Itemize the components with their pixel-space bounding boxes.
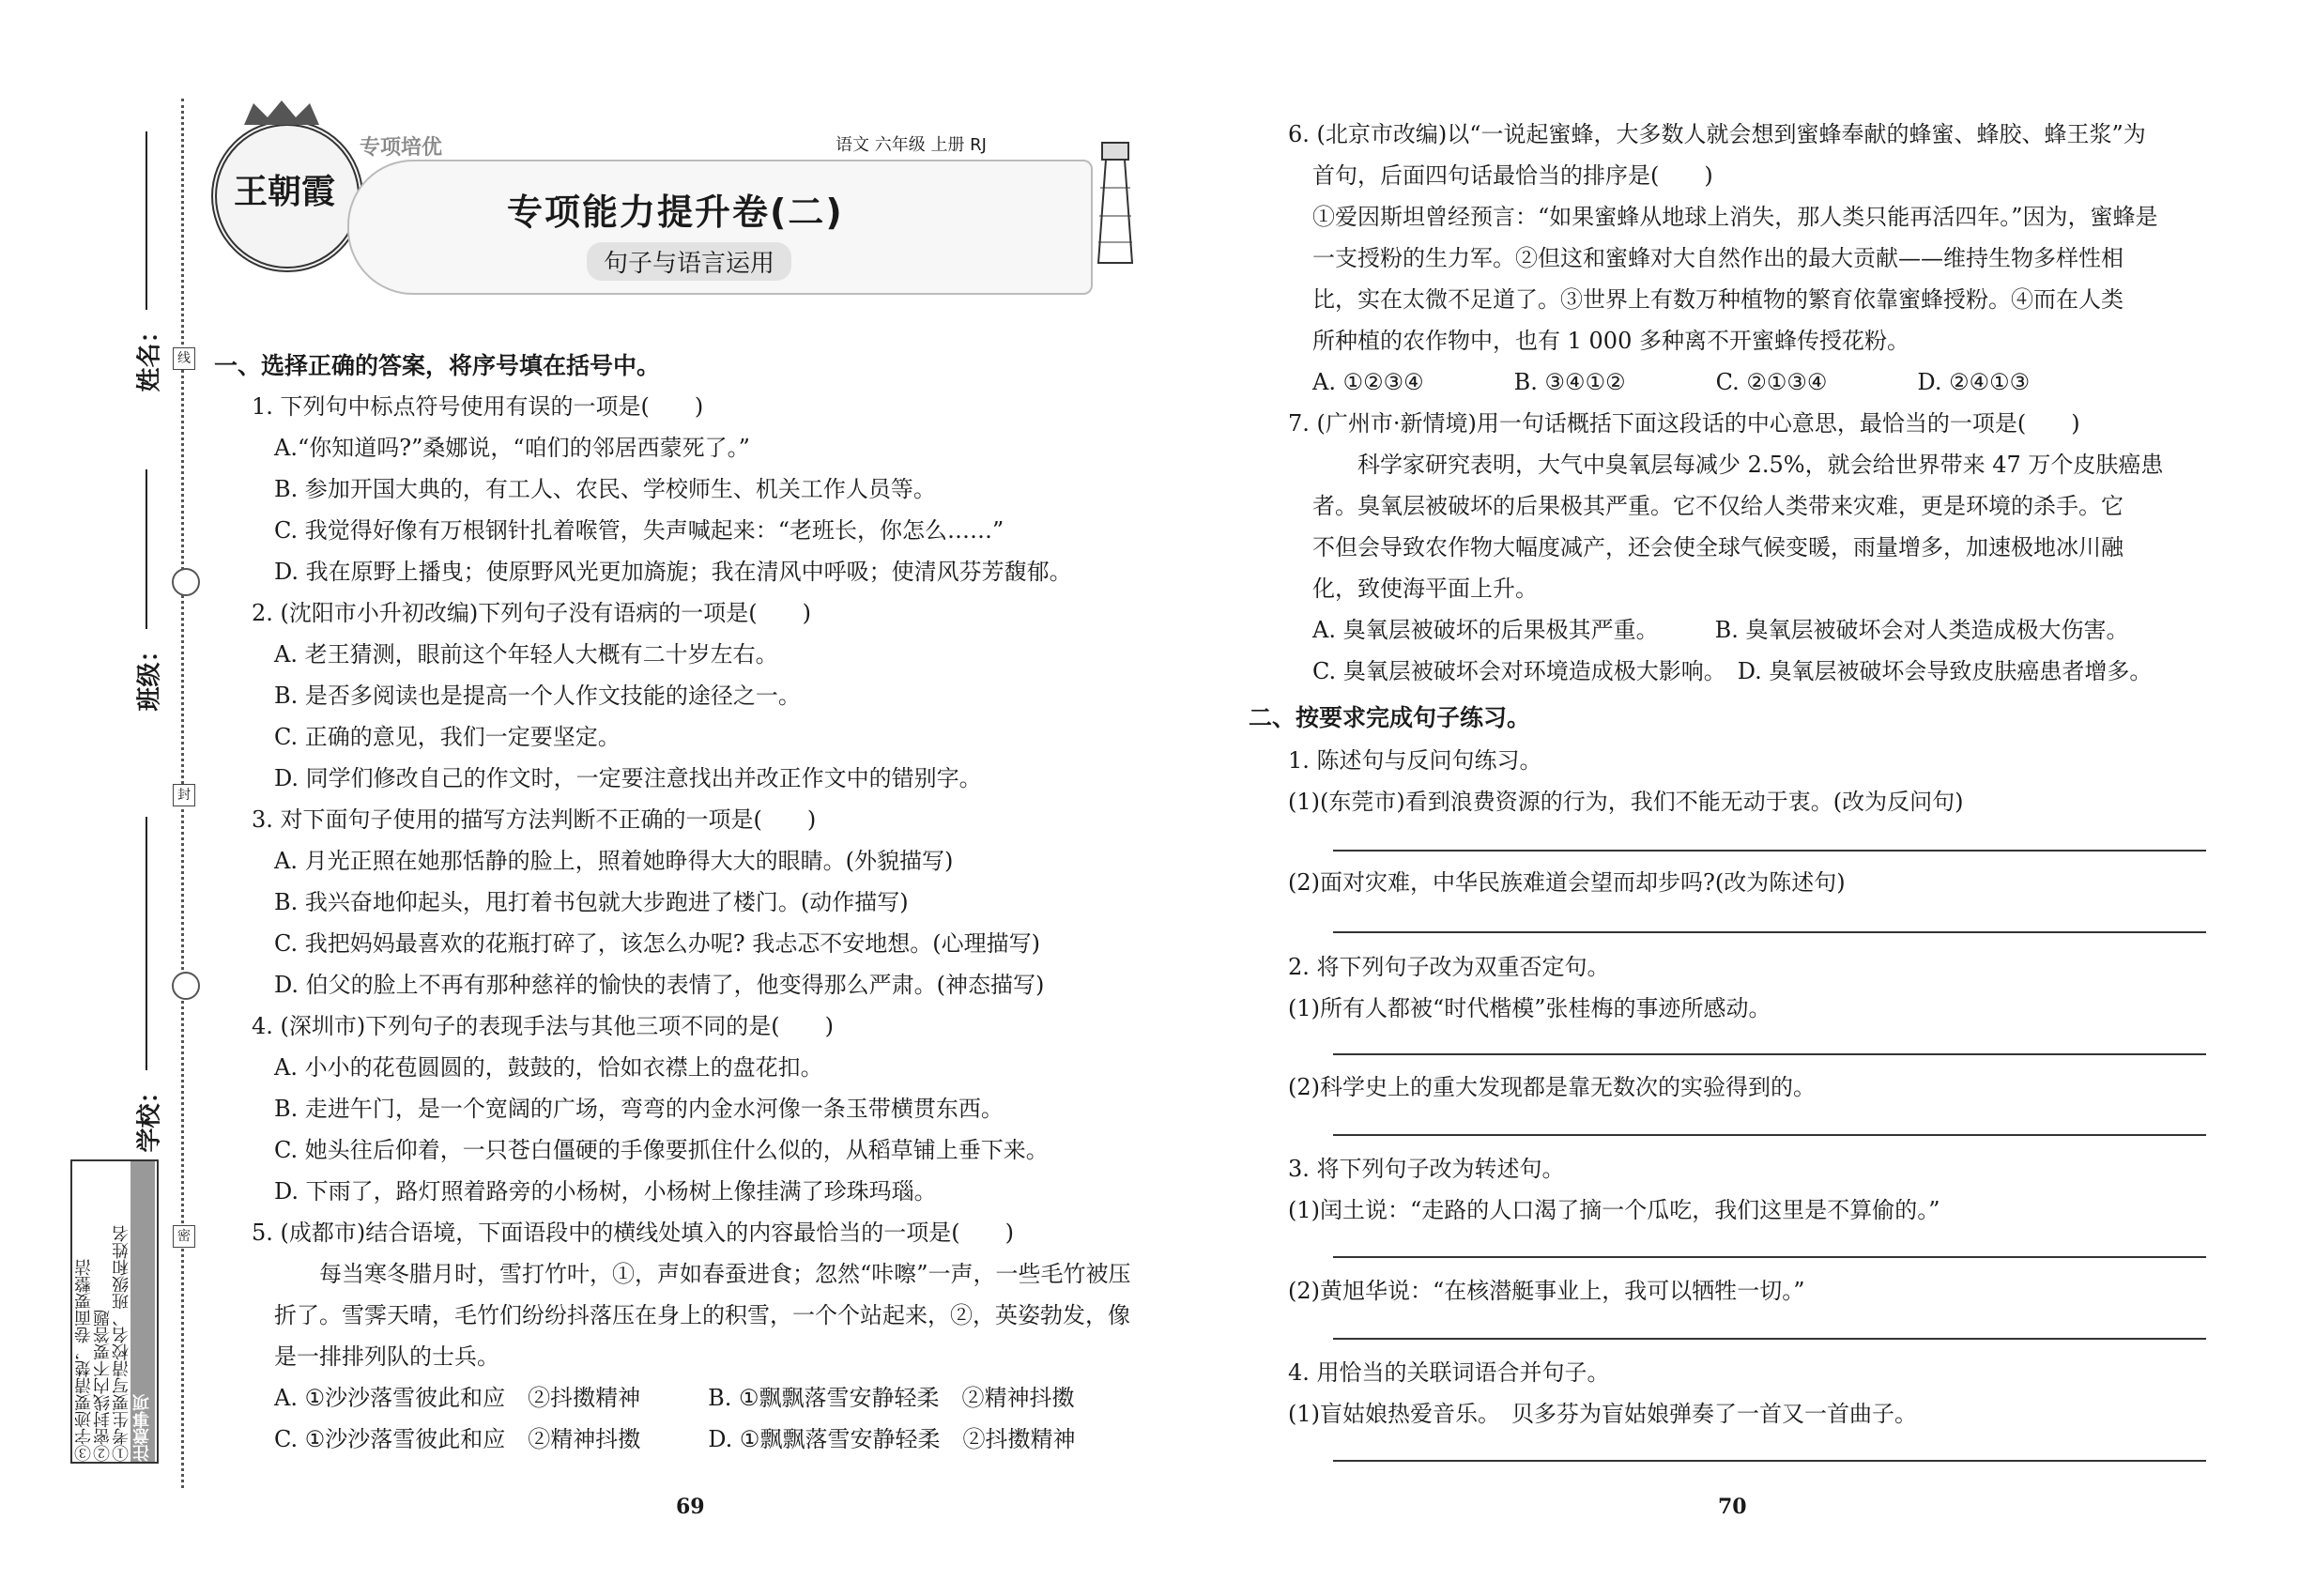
page-title: 专项能力提升卷(二) — [507, 192, 844, 233]
binding-hole-icon — [172, 972, 200, 1000]
question-stem: 1. 陈述句与反问句练习。 — [1288, 747, 1542, 774]
question-stem: 6. (北京市改编)以“一说起蜜蜂，大多数人就会想到蜜蜂奉献的蜂蜜、蜂胶、蜂王浆”为 — [1288, 121, 2146, 147]
question-stem: 4. (深圳市)下列句子的表现手法与其他三项不同的是( ) — [252, 1013, 834, 1039]
question-stem: 1. 下列句中标点符号使用有误的一项是( ) — [252, 393, 704, 420]
option-line: C. ①沙沙落雪彼此和应 ②精神抖擞 D. ①飘飘落雪安静轻柔 ②抖擞精神 — [274, 1426, 1076, 1452]
page-number-left: 69 — [676, 1495, 705, 1519]
answer-line[interactable] — [1333, 931, 2206, 933]
option-line: C. 我把妈妈最喜欢的花瓶打碎了，该怎么办呢? 我忐忑不安地想。(心理描写) — [274, 930, 1040, 957]
option-line: A. 小小的花苞圆圆的，鼓鼓的，恰如衣襟上的盘花扣。 — [274, 1054, 823, 1081]
passage-line: 折了。雪霁天晴，毛竹们纷纷抖落压在身上的积雪，一个个站起来，②，英姿勃发，像 — [274, 1302, 1130, 1328]
option-line: C. 她头往后仰着，一只苍白僵硬的手像要抓住什么似的，从稻草铺上垂下来。 — [274, 1137, 1049, 1163]
option-line: A. 老王猜测，眼前这个年轻人大概有二十岁左右。 — [274, 641, 778, 668]
brand-logo — [211, 120, 363, 272]
sub-question: (1)闰土说：“走路的人口渴了摘一个瓜吃，我们这里是不算偷的。” — [1288, 1197, 1940, 1223]
option-line: D. 同学们修改自己的作文时，一定要注意找出并改正作文中的错别字。 — [274, 765, 982, 791]
class-label: 班级： — [135, 637, 164, 712]
option-line: B. 参加开国大典的，有工人、农民、学校师生、机关工作人员等。 — [274, 476, 936, 502]
option-line: D. 我在原野上播曳；使原野风光更加旖旎；我在清风中呼吸；使清风芬芳馥郁。 — [274, 559, 1072, 585]
binding-hole-icon — [172, 568, 200, 596]
question-stem: 2. (沈阳市小升初改编)下列句子没有语病的一项是( ) — [252, 600, 811, 626]
crown-icon — [239, 99, 324, 127]
option-line: A. ①沙沙落雪彼此和应 ②抖擞精神 B. ①飘飘落雪安静轻柔 ②精神抖擞 — [274, 1385, 1075, 1411]
notes-box — [70, 1159, 159, 1464]
sub-question: (1)(东莞市)看到浪费资源的行为，我们不能无动于衷。(改为反问句) — [1288, 789, 1964, 815]
option-line: D. 下雨了，路灯照着路旁的小杨树，小杨树上像挂满了珍珠玛瑙。 — [274, 1178, 937, 1205]
passage-line: 不但会导致农作物大幅度减产，还会使全球气候变暖，雨量增多，加速极地冰川融 — [1312, 534, 2124, 560]
passage-line: 科学家研究表明，大气中臭氧层每减少 2.5%，就会给世界带来 47 万个皮肤癌患 — [1312, 452, 2164, 478]
school-label: 学校： — [135, 1079, 164, 1153]
note-item: ③字迹要清楚，卷面要整洁 — [74, 1259, 94, 1462]
sub-question: (1)所有人都被“时代楷模”张桂梅的事迹所感动。 — [1288, 995, 1771, 1021]
answer-line[interactable] — [1333, 1338, 2206, 1340]
option-line: A. ①②③④ B. ③④①② C. ②①③④ D. ②④①③ — [1312, 369, 2031, 395]
note-item: ②密封线内不要答题 — [93, 1310, 113, 1462]
question-stem: 3. 对下面句子使用的描写方法判断不正确的一项是( ) — [252, 806, 817, 833]
seal-char-mi: 密 — [173, 1225, 195, 1248]
option-line: B. 我兴奋地仰起头，甩打着书包就大步跑进了楼门。(动作描写) — [274, 889, 909, 915]
page-number-right: 70 — [1718, 1495, 1747, 1519]
class-field[interactable] — [146, 469, 147, 629]
seal-char-feng: 封 — [173, 784, 195, 806]
question-stem: 首句，后面四句话最恰当的排序是( ) — [1312, 162, 1713, 189]
name-label: 姓名： — [135, 318, 164, 392]
answer-line[interactable] — [1333, 1460, 2206, 1462]
option-line: A. 臭氧层被破坏的后果极其严重。 B. 臭氧层被破坏会对人类造成极大伤害。 — [1312, 617, 2129, 643]
book-meta: 语文 六年级 上册 RJ — [836, 135, 987, 155]
question-stem: 7. (广州市·新情境)用一句话概括下面这段话的中心意思，最恰当的一项是( ) — [1288, 410, 2080, 437]
question-stem: 4. 用恰当的关联词语合并句子。 — [1288, 1359, 1610, 1386]
answer-line[interactable] — [1333, 850, 2206, 852]
option-line: C. 臭氧层被破坏会对环境造成极大影响。 D. 臭氧层被破坏会导致皮肤癌患者增多。 — [1312, 658, 2153, 684]
sub-question: (2)黄旭华说：“在核潜艇事业上，我可以牺牲一切。” — [1288, 1278, 1805, 1304]
notes-title: 注意事项 — [130, 1161, 155, 1462]
series-tag: 专项培优 — [360, 136, 443, 160]
section-heading: 一、选择正确的答案，将序号填在括号中。 — [214, 352, 661, 379]
passage-line: 所种植的农作物中，也有 1 000 多种离不开蜜蜂传授花粉。 — [1312, 328, 1909, 354]
option-line: B. 是否多阅读也是提高一个人作文技能的途径之一。 — [274, 683, 801, 709]
sub-question: (2)科学史上的重大发现都是靠无数次的实验得到的。 — [1288, 1074, 1816, 1100]
answer-line[interactable] — [1333, 1256, 2206, 1258]
option-line: C. 正确的意见，我们一定要坚定。 — [274, 724, 621, 750]
page-subtitle: 句子与语言运用 — [587, 242, 791, 281]
option-line: D. 伯父的脸上不再有那种慈祥的愉快的表情了，他变得那么严肃。(神态描写) — [274, 972, 1045, 998]
seal-char-xian: 线 — [173, 347, 195, 370]
option-line: A. 月光正照在她那恬静的脸上，照着她睁得大大的眼睛。(外貌描写) — [274, 848, 954, 874]
passage-line: 每当寒冬腊月时，雪打竹叶，①，声如春蚕进食；忽然“咔嚓”一声，一些毛竹被压 — [274, 1261, 1131, 1287]
answer-line[interactable] — [1333, 1053, 2206, 1055]
sub-question: (2)面对灾难，中华民族难道会望而却步吗?(改为陈述句) — [1288, 869, 1846, 896]
passage-line: ①爱因斯坦曾经预言：“如果蜜蜂从地球上消失，那人类只能再活四年。”因为，蜜蜂是 — [1312, 204, 2158, 230]
passage-line: 者。臭氧层被破坏的后果极其严重。它不仅给人类带来灾难，更是环境的杀手。它 — [1312, 493, 2124, 519]
question-stem: 2. 将下列句子改为双重否定句。 — [1288, 954, 1610, 980]
option-line: A.“你知道吗?”桑娜说，“咱们的邻居西蒙死了。” — [274, 435, 750, 461]
name-field[interactable] — [146, 131, 147, 310]
passage-line: 一支授粉的生力军。②但这和蜜蜂对大自然作出的最大贡献——维持生物多样性相 — [1312, 245, 2124, 271]
section-heading: 二、按要求完成句子练习。 — [1249, 704, 1531, 731]
sub-question: (1)盲姑娘热爱音乐。 贝多芬为盲姑娘弹奏了一首又一首曲子。 — [1288, 1401, 1917, 1427]
question-stem: 5. (成都市)结合语境，下面语段中的横线处填入的内容最恰当的一项是( ) — [252, 1220, 1014, 1246]
brand-name: 王朝霞 — [234, 172, 336, 211]
option-line: C. 我觉得好像有万根钢针扎着喉管，失声喊起来：“老班长，你怎么……” — [274, 517, 1004, 544]
option-line: B. 走进午门，是一个宽阔的广场，弯弯的内金水河像一条玉带横贯东西。 — [274, 1096, 1004, 1122]
answer-line[interactable] — [1333, 1134, 2206, 1136]
passage-line: 比，实在太微不足道了。③世界上有数万种植物的繁育依靠蜜蜂授粉。④而在人类 — [1312, 286, 2124, 313]
lighthouse-icon — [1087, 131, 1143, 272]
passage-line: 化，致使海平面上升。 — [1312, 575, 1538, 602]
note-item: ①考生要写清校名、班级和姓名 — [112, 1225, 131, 1462]
question-stem: 3. 将下列句子改为转述句。 — [1288, 1156, 1565, 1182]
school-field[interactable] — [146, 817, 147, 1070]
passage-line: 是一排排列队的士兵。 — [274, 1343, 499, 1370]
